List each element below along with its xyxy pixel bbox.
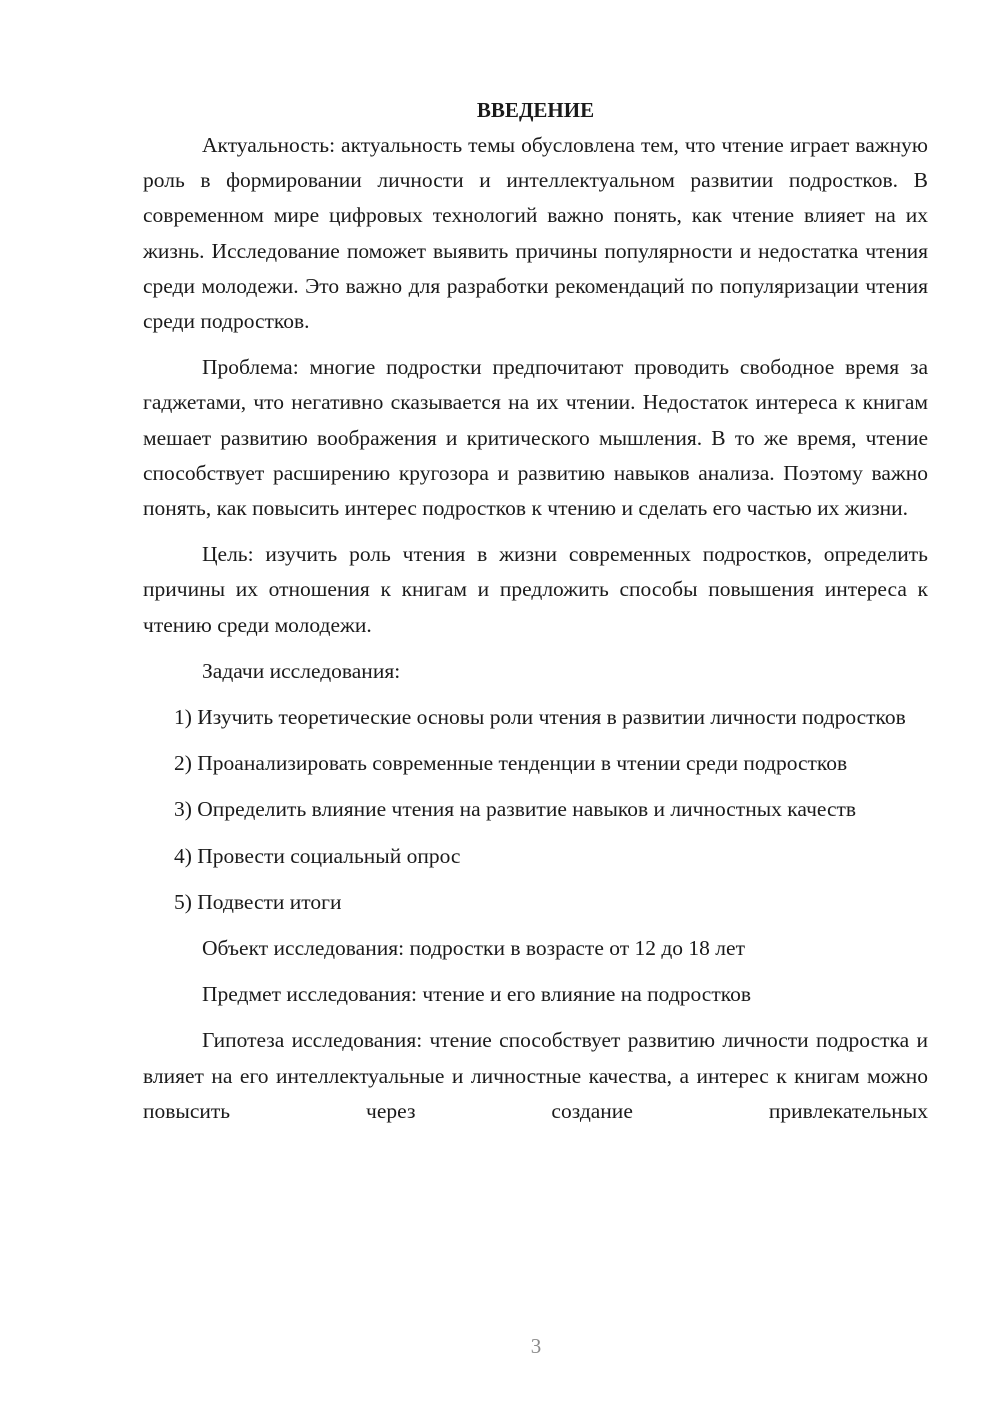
hypothesis-paragraph: Гипотеза исследования: чтение способствует развитию личности подростка и влияет на его интеллектуальные и личностные качества, а интерес к книгам можно повысить через создание привлекательных bbox=[143, 1028, 928, 1123]
problem-paragraph: Проблема: многие подростки предпочитают проводить свободное время за гаджетами, что негативно сказывается на их чтении. Недостаток интереса к книгам мешает развитию воображения и критического мышления. В то же время, чтение способствует расширению кругозора и развитию навыков анализа. Поэтому важно понять, как повысить интерес подростков к чтению и сделать его частью их жизни. bbox=[143, 355, 928, 521]
task-item-4: 4) Провести социальный опрос bbox=[174, 843, 461, 868]
task-item-1: 1) Изучить теоретические основы роли чтения в развитии личности подростков bbox=[174, 705, 906, 730]
research-object: Объект исследования: подростки в возрасте от 12 до 18 лет bbox=[202, 936, 745, 961]
page-title: ВВЕДЕНИЕ bbox=[476, 98, 595, 122]
research-subject: Предмет исследования: чтение и его влияние на подростков bbox=[202, 982, 751, 1007]
task-item-3: 3) Определить влияние чтения на развитие навыков и личностных качеств bbox=[174, 797, 857, 822]
task-item-5: 5) Подвести итоги bbox=[174, 889, 342, 914]
relevance-paragraph: Актуальность: актуальность темы обусловлена тем, что чтение играет важную роль в формировании личности и интеллектуальном развитии подростков. В современном мире цифровых технологий важно понять, как чтение влияет на их жизнь. Исследование поможет выявить причины популярности и недостатка чтения среди молодежи. Это важно для разработки рекомендаций по популяризации чтения среди подростков. bbox=[143, 133, 928, 334]
page-content bbox=[143, 93, 928, 1129]
tasks-heading: Задачи исследования: bbox=[202, 658, 401, 683]
goal-paragraph: Цель: изучить роль чтения в жизни современных подростков, определить причины их отношения к книгам и предложить способы повышения интереса к чтению среди молодежи. bbox=[143, 542, 928, 637]
task-item-2: 2) Проанализировать современные тенденции в чтении среди подростков bbox=[174, 751, 848, 776]
page-number: 3 bbox=[530, 1334, 542, 1358]
